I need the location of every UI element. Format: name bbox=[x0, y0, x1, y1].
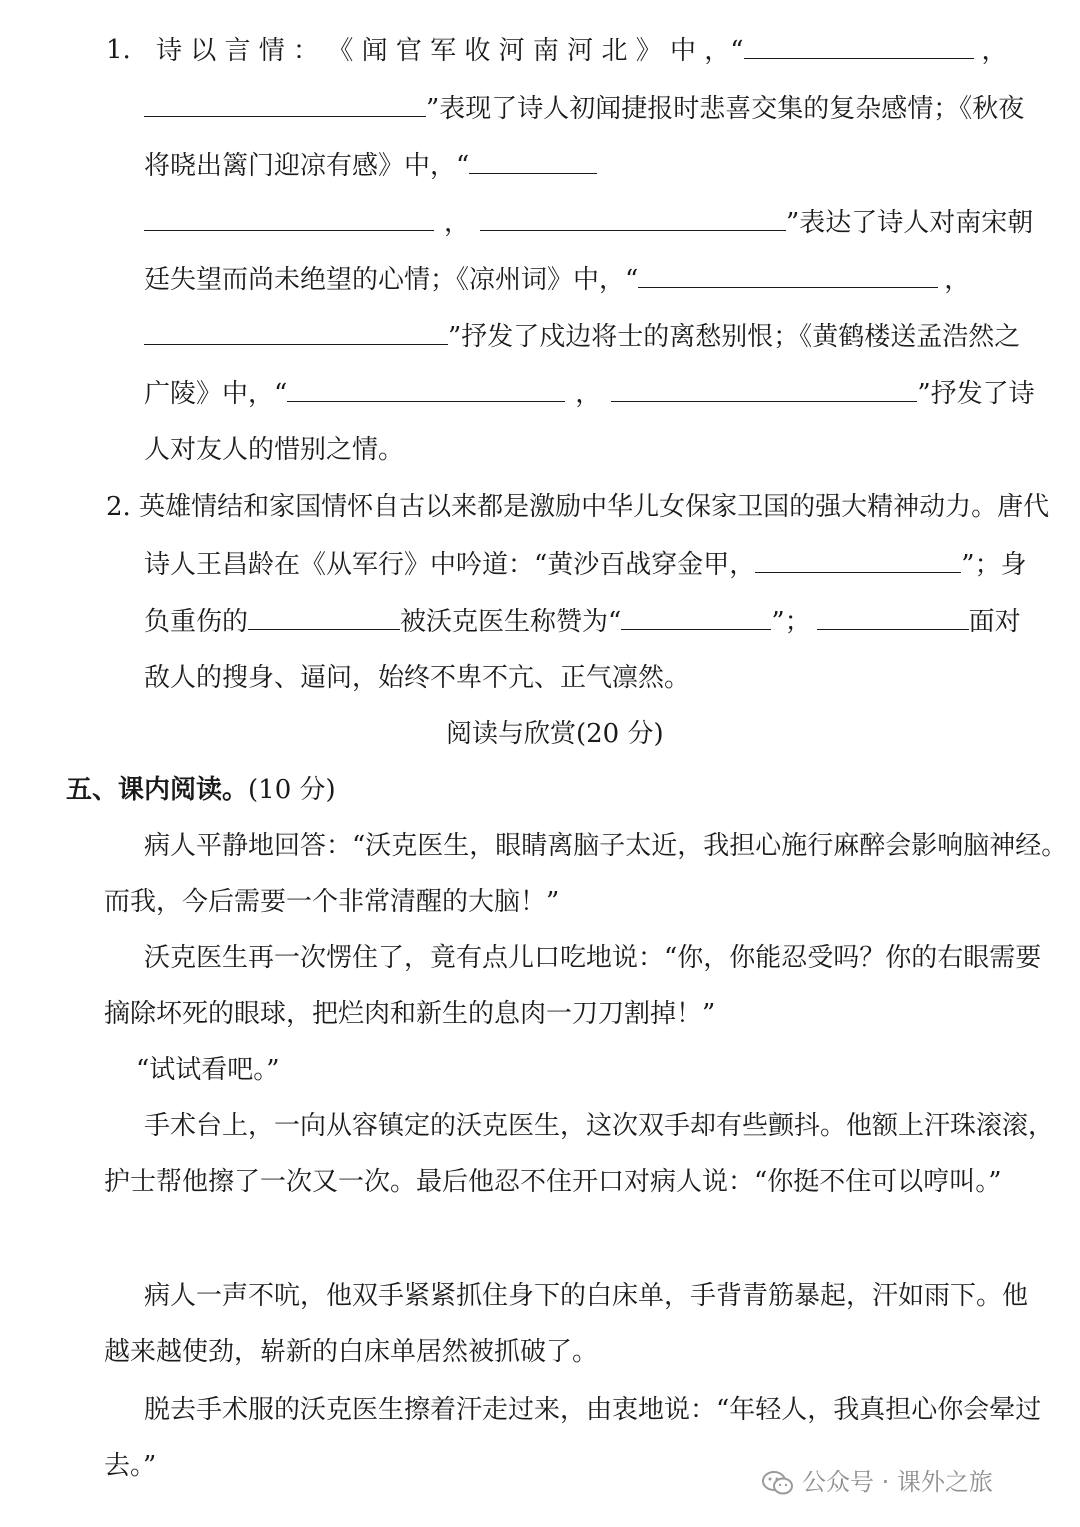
answer-blank[interactable] bbox=[755, 544, 961, 573]
q1-line-3: 将晓出篱门迎凉有感》中，“ bbox=[144, 145, 597, 186]
q1-line-1 bbox=[106, 30, 131, 70]
answer-blank[interactable] bbox=[621, 601, 771, 630]
q2-line-3: 负重伤的 被沃克医生称赞为“ ”； 面对 bbox=[144, 601, 1021, 642]
passage-line: 护士帮他擦了一次又一次。最后他忍不住开口对病人说：“你挺不住可以哼叫。” bbox=[104, 1167, 1002, 1197]
answer-blank[interactable] bbox=[744, 30, 974, 59]
watermark-text: 公众号 · 课外之旅 bbox=[802, 1468, 993, 1496]
part5-label: 五、课内阅读。 bbox=[66, 775, 249, 805]
passage-line: “试试看吧。” bbox=[136, 1055, 280, 1085]
answer-blank[interactable] bbox=[611, 373, 917, 402]
answer-blank[interactable] bbox=[480, 202, 786, 231]
answer-blank[interactable] bbox=[144, 316, 448, 345]
q1-line-6: ”抒发了戍边将士的离愁别恨；《黄鹤楼送孟浩然之 bbox=[144, 316, 1020, 357]
answer-blank[interactable] bbox=[817, 601, 969, 630]
passage-line: 去。” bbox=[104, 1451, 157, 1481]
q1-line-2: ”表现了诗人初闻捷报时悲喜交集的复杂感情；《秋夜 bbox=[144, 88, 1024, 129]
part5-heading bbox=[66, 770, 336, 810]
passage-line: 病人一声不吭，他双手紧紧抓住身下的白床单，手背青筋暴起，汗如雨下。他 bbox=[144, 1281, 1029, 1311]
answer-blank[interactable] bbox=[638, 259, 938, 288]
part5-score: (10 分) bbox=[248, 775, 336, 805]
answer-blank[interactable] bbox=[248, 601, 400, 630]
passage-line: 而我，今后需要一个非常清醒的大脑！” bbox=[104, 887, 560, 917]
wechat-icon bbox=[762, 1470, 794, 1496]
q1-number: 1. bbox=[106, 35, 131, 65]
q1-line-1-text: 诗 以 言 情 ： 《 闻 官 军 收 河 南 河 北 》 中 ，“ ， bbox=[156, 30, 1008, 71]
section-title: 阅读与欣赏(20 分) bbox=[446, 719, 664, 749]
q1-line-8: 人对友人的惜别之情。 bbox=[144, 435, 405, 465]
passage-line: 脱去手术服的沃克医生擦着汗走过来，由衷地说：“年轻人，我真担心你会晕过 bbox=[144, 1395, 1042, 1425]
answer-blank[interactable] bbox=[469, 145, 597, 174]
q1-line-4: ， ”表达了诗人对南宋朝 bbox=[144, 202, 1033, 243]
passage-line: 摘除坏死的眼球，把烂肉和新生的息肉一刀刀割掉！” bbox=[104, 999, 716, 1029]
q1-line-7: 广陵》中，“ ， ”抒发了诗 bbox=[144, 373, 1035, 414]
q2-line-2: 诗人王昌龄在《从军行》中吟道：“黄沙百战穿金甲， ”；身 bbox=[144, 544, 1027, 585]
answer-blank[interactable] bbox=[287, 373, 565, 402]
answer-blank[interactable] bbox=[144, 202, 434, 231]
answer-blank[interactable] bbox=[144, 88, 426, 117]
watermark bbox=[762, 1462, 993, 1502]
passage-line: 病人平静地回答：“沃克医生，眼睛离脑子太近，我担心施行麻醉会影响脑神经。 bbox=[144, 831, 1068, 861]
q2-line-1: 2. 英雄情结和家国情怀自古以来都是激励中华儿女保家卫国的强大精神动力。唐代 bbox=[106, 492, 1050, 522]
passage-line: 沃克医生再一次愣住了，竟有点儿口吃地说：“你，你能忍受吗？你的右眼需要 bbox=[144, 943, 1042, 973]
passage-line: 越来越使劲，崭新的白床单居然被抓破了。 bbox=[104, 1337, 599, 1367]
passage-line: 手术台上，一向从容镇定的沃克医生，这次双手却有些颤抖。他额上汗珠滚滚， bbox=[144, 1111, 1055, 1141]
q1-line-5: 廷失望而尚未绝望的心情；《凉州词》中，“ ， bbox=[144, 259, 970, 300]
q2-line-4: 敌人的搜身、逼问，始终不卑不亢、正气凛然。 bbox=[144, 663, 691, 693]
